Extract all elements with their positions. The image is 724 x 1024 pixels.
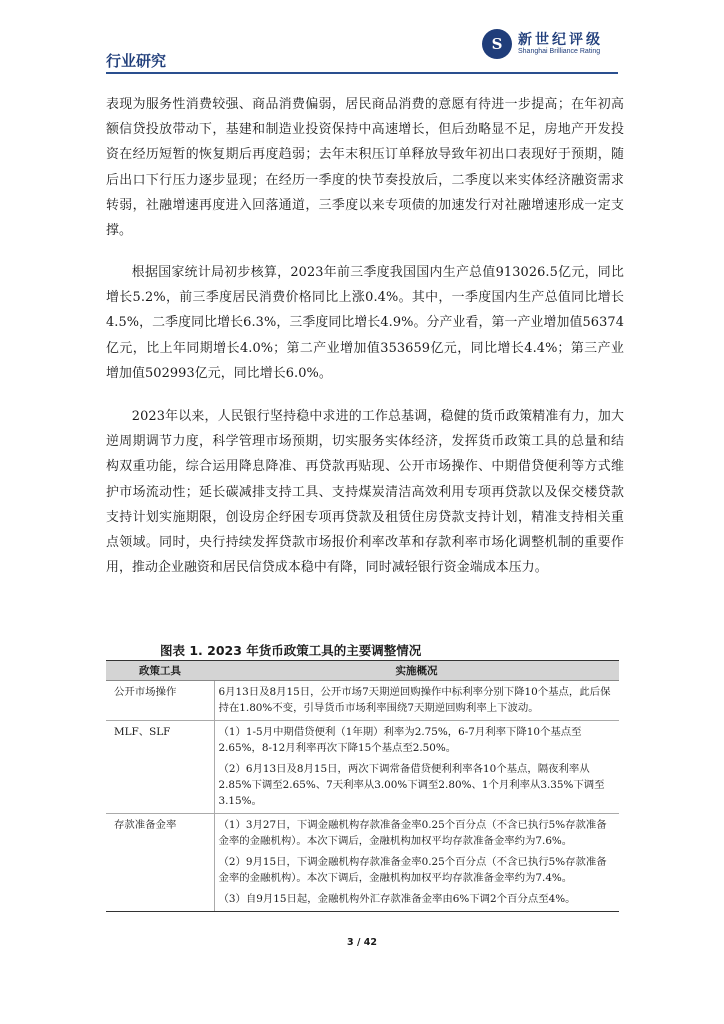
detail-item: 6月13日及8月15日，公开市场7天期逆回购操作中标利率分别下降10个基点，此后保持在1.80%不变，引导货币市场利率围绕7天期逆回购利率上下波动。	[218, 686, 611, 714]
logo-name: 新世纪评级	[518, 32, 603, 48]
table-row	[106, 721, 619, 814]
detail-item: （3）自9月15日起，金融机构外汇存款准备金率由6%下调2个百分点至4%。	[218, 893, 576, 905]
company-logo	[482, 28, 622, 62]
body-paragraph-1: 表现为服务性消费较强、商品消费偏弱，居民商品消费的意愿有待进一步提高；在年初高额信贷投放带动下，基建和制造业投资保持中高速增长，但后劲略显不足，房地产开发投资在经历短暂的恢复期后再度趋弱；去年末积压订单释放导致年初出口表现好于预期，随后出口下行压力逐步显现；在经历一季度的快节奏投放后，二季度以来实体经济融资需求转弱，社融增速再度进入回落通道，三季度以来专项债的加速发行对社融增速形成一定支撑。	[106, 97, 624, 239]
section-title: 行业研究	[106, 52, 167, 70]
detail-item: （1）3月27日，下调金融机构存款准备金率0.25个百分点（不含已执行5%存款准备金率的金融机构）。本次下调后，金融机构加权平均存款准备金率约为7.6%。	[218, 819, 607, 847]
page-number: 3 / 42	[347, 937, 377, 948]
logo-subtitle: Shanghai Brilliance Rating	[518, 48, 601, 55]
table-header-row	[106, 661, 619, 681]
detail-cell	[214, 721, 619, 814]
detail-item: （1）1-5月中期借贷便利（1年期）利率为2.75%，6-7月利率下降10个基点至2.65%，8-12月利率再次下降15个基点至2.50%。	[218, 726, 582, 754]
column-header-tool: 政策工具	[106, 661, 214, 681]
detail-cell	[214, 681, 619, 721]
logo-emblem-icon: S	[482, 29, 512, 59]
tool-cell: 公开市场操作	[114, 686, 177, 698]
body-paragraph-3: 2023年以来，人民银行坚持稳中求进的工作总基调，稳健的货币政策精准有力，加大逆周期调节力度，科学管理市场预期，切实服务实体经济，发挥货币政策工具的总量和结构双重功能，综合运用降息降准、再贷款再贴现、公开市场操作、中期借贷便利等方式维护市场流动性；延长碳减排支持工具、支持煤炭清洁高效利用专项再贷款以及保交楼贷款支持计划实施期限，创设房企纾困专项再贷款及租赁住房贷款支持计划，精准支持相关重点领域。同时，央行持续发挥贷款市场报价利率改革和存款利率市场化调整机制的重要作用，推动企业融资和居民信贷成本稳中有降，同时减轻银行资金端成本压力。	[106, 409, 624, 576]
tool-cell: MLF、SLF	[106, 721, 214, 814]
detail-item: （2）9月15日，下调金融机构存款准备金率0.25个百分点（不含已执行5%存款准备金率的金融机构）。本次下调后，金融机构加权平均存款准备金率约为7.4%。	[218, 856, 607, 884]
table-row	[106, 681, 619, 721]
detail-cell	[214, 814, 619, 912]
policy-table	[106, 660, 619, 912]
table-row	[106, 814, 619, 912]
figure-title: 图表 1. 2023 年货币政策工具的主要调整情况	[160, 643, 422, 658]
detail-item: （2）6月13日及8月15日，两次下调常备借贷便利利率各10个基点，隔夜利率从2.85%下调至2.65%、7天利率从3.00%下调至2.80%、1个月利率从3.35%下调至3.15%。	[218, 763, 605, 807]
header-divider	[106, 72, 618, 74]
body-paragraph-2: 根据国家统计局初步核算，2023年前三季度我国国内生产总值913026.5亿元，同比增长5.2%，前三季度居民消费价格同比上涨0.4%。其中，一季度国内生产总值同比增长4.5%，二季度同比增长6.3%，三季度同比增长4.9%。分产业看，第一产业增加值56374亿元，比上年同期增长4.0%；第二产业增加值353659亿元，同比增长4.4%；第三产业增加值502993亿元，同比增长6.0%。	[106, 265, 624, 381]
tool-cell: 存款准备金率	[106, 814, 214, 912]
column-header-detail: 实施概况	[214, 661, 619, 681]
